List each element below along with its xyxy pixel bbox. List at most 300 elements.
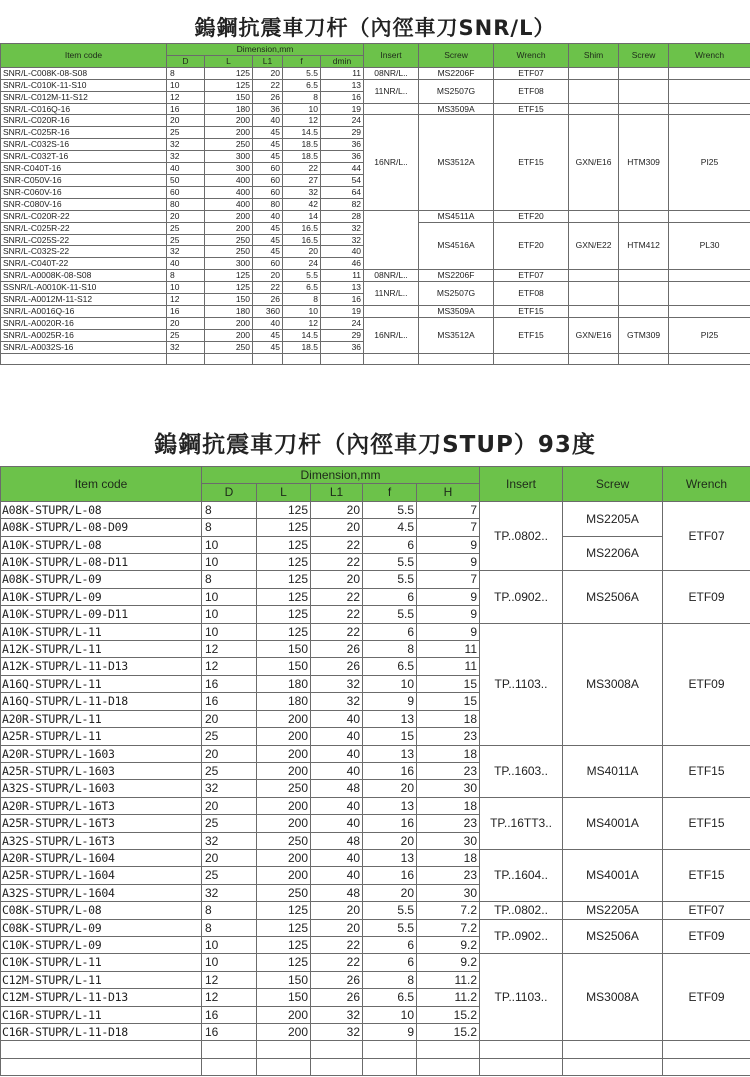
dim-f-cell: 8 [283,91,321,103]
dim-L-cell: 250 [257,780,311,797]
screw-cell: MS3512A [419,115,494,210]
dim-L1-cell: 80 [253,198,283,210]
dim-H-cell: 30 [417,884,480,901]
item-code-cell: SNR/L-A0020R-16 [1,317,167,329]
dim-f-cell: 32 [283,186,321,198]
dim-L-cell: 125 [257,519,311,536]
item-code-cell: SNR/L-C020R-22 [1,210,167,222]
col-wrench: Wrench [494,44,569,68]
dim-L1-cell: 22 [311,606,363,623]
dim-D-cell: 20 [167,210,205,222]
dim-D-cell: 25 [167,127,205,139]
empty-cell [663,1041,750,1058]
item-code-cell: A16Q-STUPR/L-11 [1,675,202,692]
dim-f-cell: 6 [363,588,417,605]
dim-L1-cell: 22 [311,536,363,553]
wrench-cell: ETF15 [663,745,750,797]
dim-L1-cell: 26 [311,641,363,658]
empty-cell [663,1058,750,1075]
screw-cell: MS2205A [563,902,663,919]
dim-D-cell: 40 [167,258,205,270]
table-row [1,103,750,115]
dim-f-cell: 20 [363,884,417,901]
item-code-cell: A20R-STUPR/L-1604 [1,849,202,866]
dim-H-cell: 30 [417,832,480,849]
dim-D-cell: 10 [167,79,205,91]
table-row-empty [1,353,750,365]
insert-cell: 08NR/L.. [364,67,419,79]
dim-f-cell: 6 [363,623,417,640]
table-row [1,79,750,91]
dim-f-cell: 10 [363,1006,417,1023]
dim-L-cell: 125 [257,588,311,605]
dim-D-cell: 10 [202,936,257,953]
table-row [1,745,750,762]
screw-cell: MS4516A [419,222,494,270]
dim-dmin-cell: 16 [321,91,364,103]
screw-cell: MS4001A [563,849,663,901]
empty-cell [257,1041,311,1058]
item-code-cell: SNR-C050V-16 [1,174,167,186]
insert-cell [364,103,419,115]
col-D: D [202,484,257,501]
item-code-cell: SNR/L-C032T-16 [1,151,167,163]
dim-L-cell: 300 [205,151,253,163]
empty-cell [419,353,494,365]
shim-cell: GXN/E16 [569,317,619,353]
dim-f-cell: 27 [283,174,321,186]
item-code-cell: SNR/L-A0012M-11-S12 [1,294,167,306]
item-code-cell: A25R-STUPR/L-1604 [1,867,202,884]
col-screw: Screw [419,44,494,68]
dim-f-cell: 18.5 [283,139,321,151]
dim-f-cell: 18.5 [283,151,321,163]
dim-dmin-cell: 29 [321,127,364,139]
dim-f-cell: 20 [363,780,417,797]
table-row [1,954,750,971]
dim-f-cell: 13 [363,710,417,727]
dim-f-cell: 6.5 [283,79,321,91]
empty-cell [669,353,750,365]
item-code-cell: A08K-STUPR/L-09 [1,571,202,588]
snr-spec-table [0,43,750,365]
dim-D-cell: 32 [167,246,205,258]
dim-D-cell: 8 [202,501,257,518]
dim-L1-cell: 22 [311,936,363,953]
dim-L1-cell: 32 [311,1024,363,1041]
dim-D-cell: 32 [202,884,257,901]
dim-f-cell: 16 [363,867,417,884]
dim-L-cell: 125 [257,536,311,553]
wrench2-cell [669,67,750,79]
screw-cell: MS2506A [563,571,663,623]
dim-D-cell: 40 [167,163,205,175]
item-code-cell: SNR/L-C040T-22 [1,258,167,270]
dim-D-cell: 20 [202,710,257,727]
dim-f-cell: 10 [283,103,321,115]
item-code-cell: A32S-STUPR/L-1603 [1,780,202,797]
col-L: L [205,55,253,67]
dim-D-cell: 12 [202,658,257,675]
dim-D-cell: 32 [167,139,205,151]
dim-f-cell: 5.5 [363,902,417,919]
dim-f-cell: 9 [363,1024,417,1041]
dim-f-cell: 13 [363,745,417,762]
dim-L-cell: 150 [257,641,311,658]
dim-D-cell: 10 [202,606,257,623]
col-f: f [363,484,417,501]
dim-D-cell: 8 [202,519,257,536]
table-row [1,67,750,79]
dim-L-cell: 125 [257,571,311,588]
insert-cell: TP..1103.. [480,623,563,745]
wrench-cell: ETF07 [494,67,569,79]
dim-f-cell: 8 [363,641,417,658]
col-dimension: Dimension,mm [167,44,364,56]
screw2-cell [619,282,669,306]
dim-L-cell: 300 [205,163,253,175]
shim-cell [569,103,619,115]
dim-L-cell: 200 [205,127,253,139]
dim-f-cell: 10 [283,305,321,317]
empty-cell [569,353,619,365]
item-code-cell: C12M-STUPR/L-11 [1,971,202,988]
dim-L-cell: 125 [257,902,311,919]
empty-cell [202,1041,257,1058]
dim-L-cell: 200 [257,1006,311,1023]
wrench-cell: ETF09 [663,954,750,1041]
dim-D-cell: 50 [167,174,205,186]
screw-cell: MS3509A [419,305,494,317]
dim-L-cell: 200 [257,762,311,779]
item-code-cell: A16Q-STUPR/L-11-D18 [1,693,202,710]
empty-cell [417,1041,480,1058]
empty-cell [283,353,321,365]
dim-L-cell: 400 [205,198,253,210]
dim-dmin-cell: 32 [321,222,364,234]
empty-cell [257,1058,311,1075]
dim-L1-cell: 20 [253,270,283,282]
dim-H-cell: 7 [417,519,480,536]
dim-L1-cell: 45 [253,127,283,139]
dim-H-cell: 7.2 [417,919,480,936]
dim-L1-cell: 32 [311,1006,363,1023]
empty-cell [205,353,253,365]
empty-cell [1,1058,202,1075]
wrench-cell: ETF20 [494,210,569,222]
dim-D-cell: 16 [202,1006,257,1023]
dim-H-cell: 9 [417,554,480,571]
insert-cell [364,210,419,270]
table-row [1,797,750,814]
wrench2-cell [669,103,750,115]
dim-f-cell: 4.5 [363,519,417,536]
item-code-cell: C12M-STUPR/L-11-D13 [1,989,202,1006]
dim-L-cell: 250 [205,246,253,258]
dim-L1-cell: 40 [253,317,283,329]
col-item-code: Item code [1,467,202,502]
wrench-cell: ETF15 [494,103,569,115]
wrench2-cell [669,210,750,222]
wrench2-cell: PL30 [669,222,750,270]
dim-f-cell: 12 [283,115,321,127]
empty-cell [1,1041,202,1058]
screw-cell: MS3008A [563,954,663,1041]
item-code-cell: C10K-STUPR/L-11 [1,954,202,971]
dim-f-cell: 6 [363,936,417,953]
item-code-cell: A10K-STUPR/L-11 [1,623,202,640]
dim-dmin-cell: 36 [321,139,364,151]
col-L1: L1 [311,484,363,501]
col-insert: Insert [364,44,419,68]
dim-H-cell: 15.2 [417,1006,480,1023]
col-screw: Screw [563,467,663,502]
dim-dmin-cell: 28 [321,210,364,222]
col-H: H [417,484,480,501]
dim-L1-cell: 26 [253,91,283,103]
dim-H-cell: 11.2 [417,989,480,1006]
screw2-cell [619,305,669,317]
col-screw2: Screw [619,44,669,68]
insert-cell: TP..16TT3.. [480,797,563,849]
dim-L1-cell: 45 [253,234,283,246]
item-code-cell: SNR-C080V-16 [1,198,167,210]
wrench-cell: ETF15 [663,849,750,901]
dim-dmin-cell: 36 [321,151,364,163]
empty-cell [363,1058,417,1075]
shim-cell [569,79,619,103]
item-code-cell: C10K-STUPR/L-09 [1,936,202,953]
dim-H-cell: 7.2 [417,902,480,919]
dim-L-cell: 125 [205,270,253,282]
dim-H-cell: 23 [417,867,480,884]
empty-cell [417,1058,480,1075]
screw-cell: MS4011A [563,745,663,797]
screw-cell: MS2206A [563,536,663,571]
screw2-cell [619,270,669,282]
dim-H-cell: 9 [417,588,480,605]
dim-D-cell: 60 [167,186,205,198]
table-row [1,501,750,518]
dim-H-cell: 9 [417,536,480,553]
dim-f-cell: 5.5 [363,606,417,623]
empty-cell [167,353,205,365]
item-code-cell: SNR/L-C010K-11-S10 [1,79,167,91]
wrench2-cell: PI25 [669,115,750,210]
screw-cell: MS2206F [419,270,494,282]
empty-cell [563,1058,663,1075]
dim-f-cell: 8 [363,971,417,988]
item-code-cell: SNR/L-C008K-08-S08 [1,67,167,79]
dim-L1-cell: 40 [311,849,363,866]
dim-H-cell: 9.2 [417,954,480,971]
dim-f-cell: 9 [363,693,417,710]
shim-cell [569,210,619,222]
dim-D-cell: 25 [167,329,205,341]
dim-dmin-cell: 13 [321,79,364,91]
dim-H-cell: 11 [417,658,480,675]
insert-cell: TP..0802.. [480,501,563,571]
item-code-cell: SNR/L-C032S-22 [1,246,167,258]
dim-f-cell: 24 [283,258,321,270]
dim-dmin-cell: 19 [321,305,364,317]
dim-D-cell: 16 [202,1024,257,1041]
table1-title: 鎢鋼抗震車刀杆（內徑車刀SNR/L） [194,16,556,40]
dim-dmin-cell: 16 [321,294,364,306]
empty-cell [253,353,283,365]
dim-L1-cell: 45 [253,222,283,234]
table-row [1,536,750,553]
dim-H-cell: 9 [417,606,480,623]
wrench-cell: ETF15 [494,115,569,210]
dim-L1-cell: 22 [311,554,363,571]
dim-f-cell: 6.5 [363,658,417,675]
item-code-cell: A20R-STUPR/L-16T3 [1,797,202,814]
dim-D-cell: 25 [167,222,205,234]
dim-L-cell: 125 [205,282,253,294]
dim-L-cell: 180 [257,675,311,692]
empty-cell [619,353,669,365]
shim-cell: GXN/E16 [569,115,619,210]
dim-f-cell: 6.5 [283,282,321,294]
wrench2-cell [669,282,750,306]
dim-L1-cell: 45 [253,341,283,353]
dim-L1-cell: 32 [311,693,363,710]
dim-L-cell: 180 [257,693,311,710]
dim-H-cell: 18 [417,797,480,814]
dim-L-cell: 250 [257,832,311,849]
dim-L-cell: 250 [257,884,311,901]
dim-L1-cell: 20 [253,67,283,79]
wrench-cell: ETF08 [494,79,569,103]
dim-L-cell: 250 [205,139,253,151]
dim-D-cell: 16 [202,693,257,710]
dim-L1-cell: 20 [311,501,363,518]
dim-f-cell: 22 [283,163,321,175]
insert-cell: 08NR/L.. [364,270,419,282]
screw-cell: MS3512A [419,317,494,353]
dim-L1-cell: 60 [253,258,283,270]
dim-f-cell: 6 [363,954,417,971]
screw-cell: MS2507G [419,282,494,306]
dim-D-cell: 25 [202,728,257,745]
screw-cell: MS4511A [419,210,494,222]
dim-L1-cell: 20 [311,519,363,536]
dim-L-cell: 200 [205,222,253,234]
dim-f-cell: 16 [363,762,417,779]
table-row [1,305,750,317]
dim-D-cell: 20 [167,115,205,127]
screw-cell: MS2206F [419,67,494,79]
dim-L-cell: 150 [205,91,253,103]
dim-f-cell: 5.5 [283,270,321,282]
item-code-cell: SNR/L-A0025R-16 [1,329,167,341]
item-code-cell: A32S-STUPR/L-16T3 [1,832,202,849]
insert-cell: 11NR/L.. [364,79,419,103]
dim-L1-cell: 22 [253,282,283,294]
dim-L-cell: 200 [257,797,311,814]
shim-cell [569,270,619,282]
dim-L-cell: 125 [257,606,311,623]
dim-D-cell: 16 [167,305,205,317]
col-item-code: Item code [1,44,167,68]
insert-cell [364,305,419,317]
item-code-cell: SNR/L-C016Q-16 [1,103,167,115]
dim-L-cell: 200 [205,210,253,222]
dim-L-cell: 250 [205,341,253,353]
dim-D-cell: 32 [167,151,205,163]
dim-L1-cell: 40 [311,762,363,779]
item-code-cell: A20R-STUPR/L-11 [1,710,202,727]
dim-H-cell: 7 [417,501,480,518]
dim-H-cell: 23 [417,728,480,745]
dim-D-cell: 20 [167,317,205,329]
dim-D-cell: 10 [167,282,205,294]
item-code-cell: A10K-STUPR/L-08-D11 [1,554,202,571]
dim-L-cell: 125 [257,919,311,936]
dim-D-cell: 80 [167,198,205,210]
item-code-cell: A25R-STUPR/L-1603 [1,762,202,779]
dim-H-cell: 7 [417,571,480,588]
dim-dmin-cell: 11 [321,67,364,79]
item-code-cell: SNR/L-C025R-16 [1,127,167,139]
insert-cell: TP..0802.. [480,902,563,919]
dim-H-cell: 11.2 [417,971,480,988]
dim-L-cell: 125 [257,954,311,971]
insert-cell: TP..0902.. [480,571,563,623]
dim-D-cell: 10 [202,554,257,571]
item-code-cell: C16R-STUPR/L-11-D18 [1,1024,202,1041]
table-row [1,210,750,222]
item-code-cell: SNR/L-A0032S-16 [1,341,167,353]
dim-L1-cell: 36 [253,103,283,115]
dim-H-cell: 23 [417,815,480,832]
dim-f-cell: 8 [283,294,321,306]
dim-H-cell: 15 [417,675,480,692]
screw2-cell [619,67,669,79]
table-row [1,623,750,640]
shim-cell [569,305,619,317]
dim-L1-cell: 60 [253,163,283,175]
dim-L1-cell: 360 [253,305,283,317]
table-row [1,902,750,919]
dim-dmin-cell: 64 [321,186,364,198]
dim-L-cell: 200 [257,728,311,745]
col-wrench: Wrench [663,467,750,502]
dim-H-cell: 18 [417,745,480,762]
item-code-cell: A12K-STUPR/L-11-D13 [1,658,202,675]
dim-f-cell: 14 [283,210,321,222]
wrench-cell: ETF15 [663,797,750,849]
dim-D-cell: 8 [202,902,257,919]
empty-cell [311,1058,363,1075]
dim-dmin-cell: 46 [321,258,364,270]
dim-f-cell: 14.5 [283,127,321,139]
insert-cell: TP..1604.. [480,849,563,901]
item-code-cell: A10K-STUPR/L-09 [1,588,202,605]
dim-L1-cell: 20 [311,919,363,936]
dim-H-cell: 15 [417,693,480,710]
insert-cell: 16NR/L.. [364,317,419,353]
dim-dmin-cell: 13 [321,282,364,294]
dim-L-cell: 150 [257,971,311,988]
dim-dmin-cell: 54 [321,174,364,186]
screw2-cell [619,103,669,115]
col-L1: L1 [253,55,283,67]
dim-L-cell: 200 [257,815,311,832]
dim-L1-cell: 20 [311,571,363,588]
col-insert: Insert [480,467,563,502]
